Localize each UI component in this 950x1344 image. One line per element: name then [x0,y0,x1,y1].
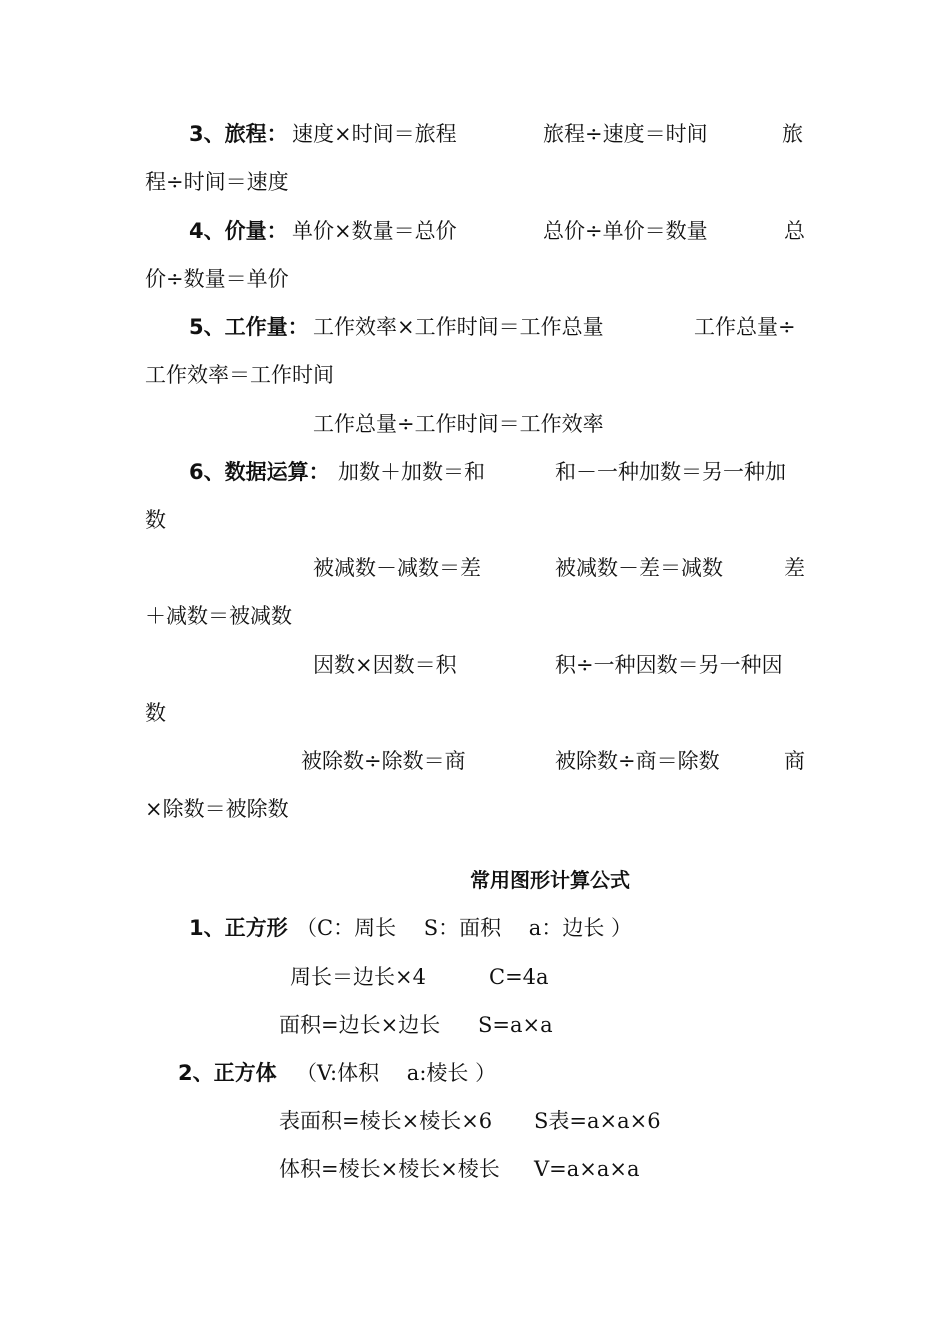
travel-formula-1: 速度×时间＝旅程 [292,122,457,146]
sub-formula-2: 被减数－差＝减数 [555,556,723,580]
travel-formula-2: 旅程÷速度＝时间 [543,122,708,146]
div-formula-1: 被除数÷除数＝商 [301,749,466,773]
mul-formula-2-end: 数 [145,701,166,725]
mul-formula-1: 因数×因数＝积 [313,653,457,677]
price-formula-3-start: 总 [784,219,805,243]
travel-label: 3、旅程： [189,122,288,146]
sub-formula-3-start: 差 [784,556,805,580]
add-formula-2-start: 和－一种加数＝另一种加 [555,460,786,484]
square-label: 1、正方形 [189,916,288,940]
square-perimeter-symbolic: C=4a [489,965,549,989]
travel-formula-3-end: 程÷时间＝速度 [145,170,289,194]
travel-formula-3-start: 旅 [782,122,803,146]
sub-formula-1: 被减数－减数＝差 [313,556,481,580]
work-formula-1: 工作效率×工作时间＝工作总量 [313,315,604,339]
cube-label: 2、正方体 [178,1061,277,1085]
price-formula-2: 总价÷单价＝数量 [543,219,708,243]
work-formula-2-end: 工作效率＝工作时间 [145,363,334,387]
div-formula-2: 被除数÷商＝除数 [555,749,720,773]
cube-volume-symbolic: V=a×a×a [534,1157,640,1181]
square-area: 面积=边长×边长 [279,1013,441,1037]
cube-surface: 表面积=棱长×棱长×6 [279,1109,493,1133]
section-title: 常用图形计算公式 [470,868,630,892]
work-label: 5、工作量： [189,315,309,339]
price-label: 4、价量： [189,219,288,243]
square-perimeter: 周长＝边长×4 [290,965,426,989]
div-formula-3-start: 商 [784,749,805,773]
cube-surface-symbolic: S表=a×a×6 [534,1109,661,1133]
price-formula-1: 单价×数量＝总价 [292,219,457,243]
work-formula-2-start: 工作总量÷ [694,315,796,339]
cube-volume: 体积=棱长×棱长×棱长 [279,1157,500,1181]
work-formula-3: 工作总量÷工作时间＝工作效率 [313,412,604,436]
square-legend: （C：周长 S：面积 a：边长 ） [296,916,632,940]
add-formula-2-end: 数 [145,508,166,532]
div-formula-3-end: ×除数＝被除数 [145,797,289,821]
square-area-symbolic: S=a×a [478,1013,553,1037]
add-formula-1: 加数＋加数＝和 [338,460,485,484]
mul-formula-2-start: 积÷一种因数＝另一种因 [555,653,783,677]
sub-formula-3-end: ＋减数＝被减数 [145,604,292,628]
cube-legend: （V:体积 a:棱长 ） [296,1061,497,1085]
arith-label: 6、数据运算： [189,460,330,484]
price-formula-3-end: 价÷数量＝单价 [145,267,289,291]
